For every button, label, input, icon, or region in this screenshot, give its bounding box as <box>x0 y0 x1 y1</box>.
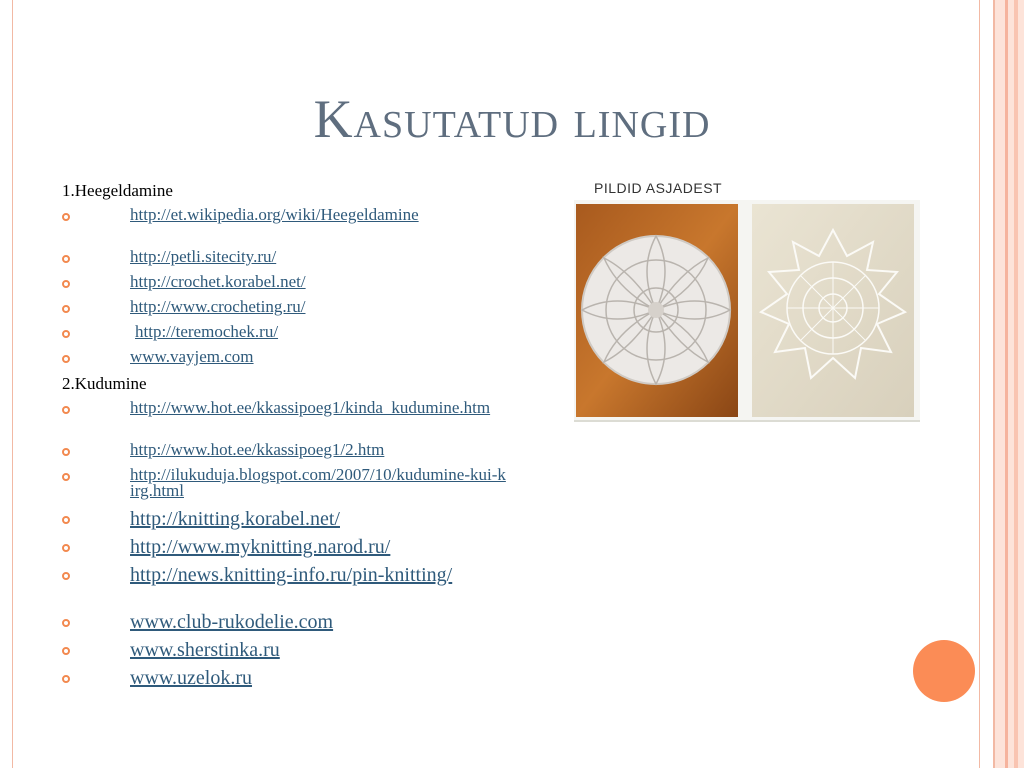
link-vayjem[interactable]: www.vayjem.com <box>130 347 254 366</box>
link-knitting-korabel[interactable]: http://knitting.korabel.net/ <box>130 508 340 530</box>
bullet-icon <box>62 516 70 524</box>
link-crochet-korabel[interactable]: http://crochet.korabel.net/ <box>130 272 306 291</box>
photo-caption: PILDID ASJADEST <box>594 180 723 196</box>
link-petli[interactable]: http://petli.sitecity.ru/ <box>130 247 277 266</box>
section-heading-crochet: 1.Heegeldamine <box>62 181 173 200</box>
link-hot-kinda-kudumine[interactable]: http://www.hot.ee/kkassipoeg1/kinda_kudumine.htm <box>130 398 491 417</box>
section-heading-knitting: 2.Kudumine <box>62 374 147 393</box>
link-teremochek[interactable]: http://teremochek.ru/ <box>135 322 279 341</box>
bullet-icon <box>62 255 70 263</box>
link-ilukuduja[interactable]: http://ilukuduja.blogspot.com/2007/10/kudumine-kui-kirg.html <box>130 465 506 500</box>
round-doily-photo <box>576 204 738 417</box>
bullet-icon <box>62 647 70 655</box>
bullet-icon <box>62 330 70 338</box>
link-sherstinka[interactable]: www.sherstinka.ru <box>130 639 280 661</box>
star-doily-photo <box>752 204 914 417</box>
link-uzelok[interactable]: www.uzelok.ru <box>130 667 253 689</box>
bullet-icon <box>62 619 70 627</box>
bullet-icon <box>62 355 70 363</box>
link-myknitting[interactable]: http://www.myknitting.narod.ru/ <box>130 536 391 558</box>
link-crocheting[interactable]: http://www.crocheting.ru/ <box>130 297 306 316</box>
decorative-orange-circle <box>913 640 975 702</box>
slide-title: Kasutatud lingid <box>313 89 711 149</box>
doily-photos <box>574 178 920 422</box>
link-hot-2[interactable]: http://www.hot.ee/kkassipoeg1/2.htm <box>130 440 385 459</box>
bullet-icon <box>62 572 70 580</box>
link-club-rukodelie[interactable]: www.club-rukodelie.com <box>130 611 334 633</box>
bullet-icon <box>62 406 70 414</box>
bullet-icon <box>62 544 70 552</box>
bullet-icon <box>62 305 70 313</box>
bullet-icon <box>62 675 70 683</box>
doily-images <box>574 200 920 420</box>
link-news-knitting[interactable]: http://news.knitting-info.ru/pin-knitting/ <box>130 564 453 586</box>
bullet-icon <box>62 213 70 221</box>
link-wikipedia-heegeldamine[interactable]: http://et.wikipedia.org/wiki/Heegeldamine <box>130 205 419 224</box>
bullet-icon <box>62 473 70 481</box>
bullet-icon <box>62 280 70 288</box>
bullet-icon <box>62 448 70 456</box>
